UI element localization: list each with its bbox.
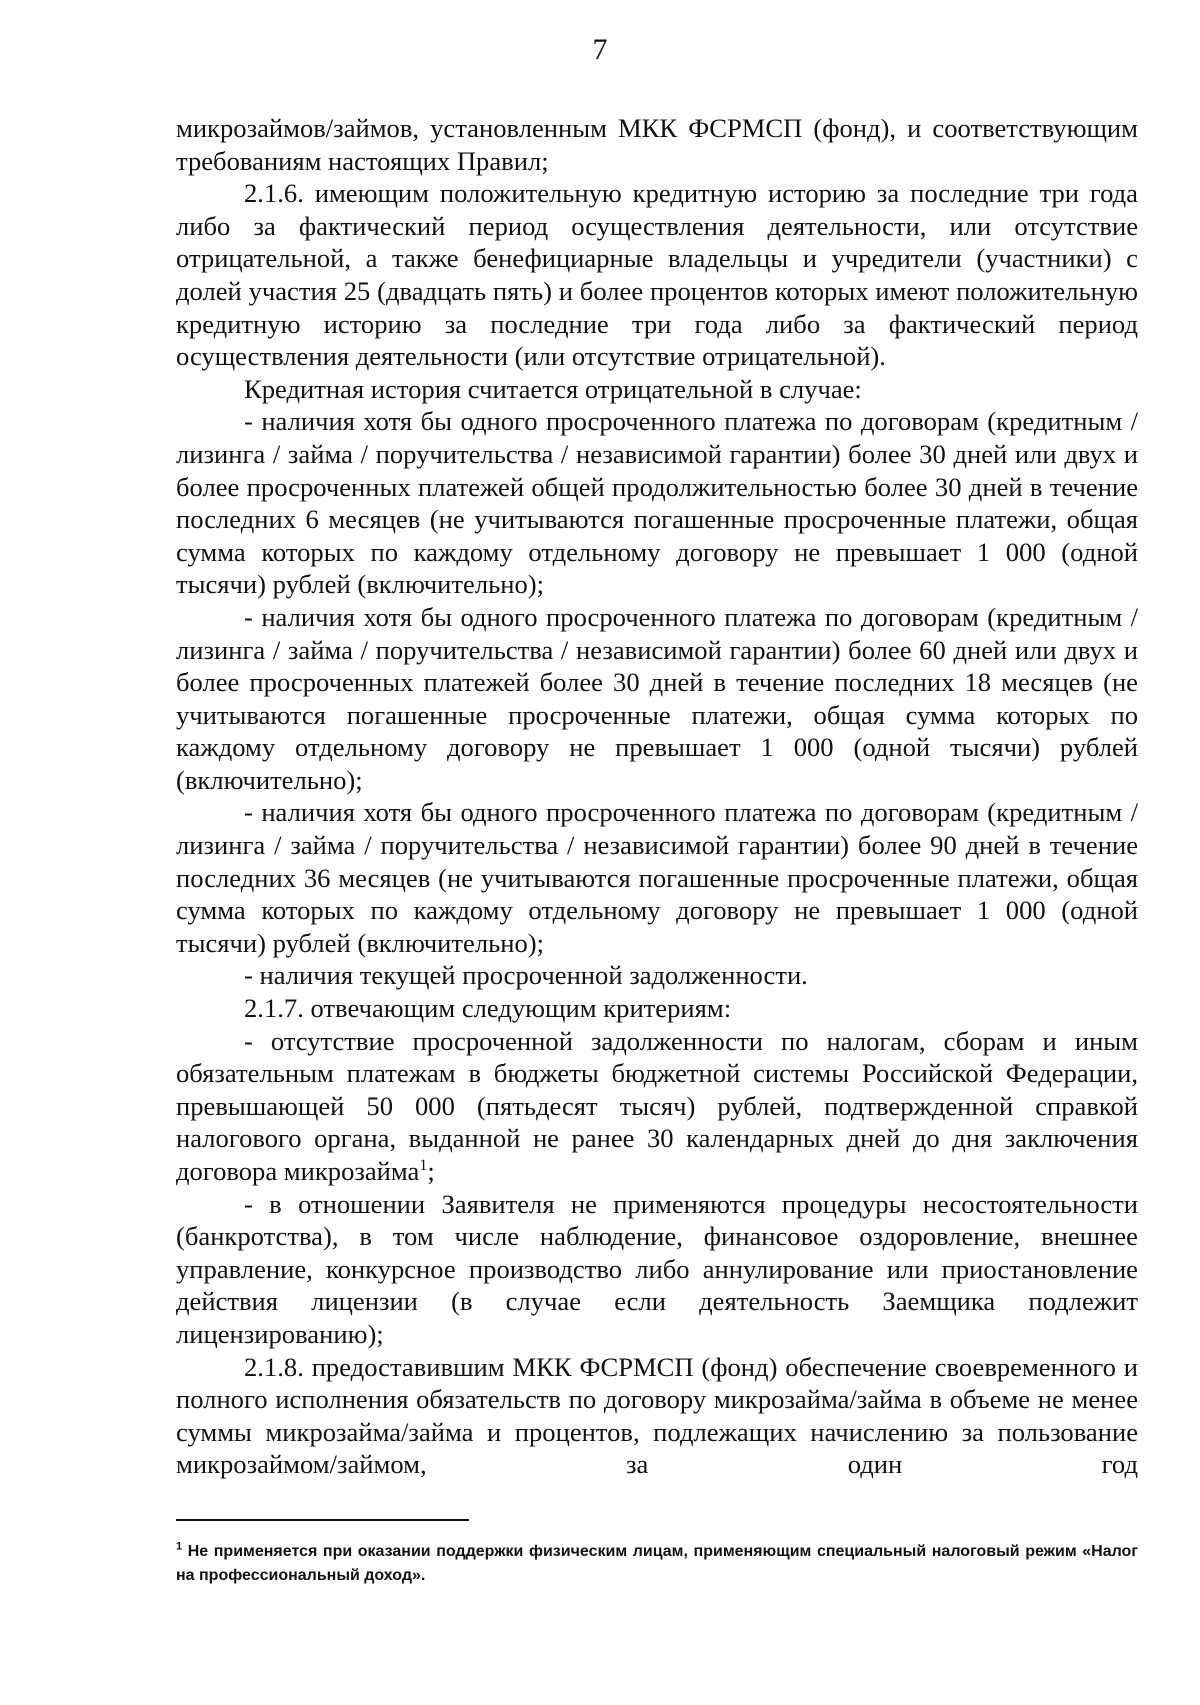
clause-2-1-6: 2.1.6. имеющим положительную кредитную историю за последние три года либо за фактический период осуществления деятельности, или отсутствие отрицательной, а также бенефициарные владельцы и учредители (участники) с долей участия 25 (двадцать пять) и более процентов которых имеют положительную кредитную историю за последние три года либо за фактический период осуществления деятельности (или отсутствие отрицательной). xyxy=(176,178,1138,372)
list-item-overdue-60: - наличия хотя бы одного просроченного платежа по договорам (кредитным / лизинга / займа / поручительства / независимой гарантии) более 60 дней или двух и более просроченных платежей более 30 дней в течение последних 18 месяцев (не учитываются погашенные просроченные платежи, общая сумма которых по каждому отдельному договору не превышает 1 000 (одной тысячи) рублей (включительно); xyxy=(176,601,1138,795)
list-item-tax-debt-text: - отсутствие просроченной задолженности по налогам, сборам и иным обязательным платежам в бюджеты бюджетной системы Российской Федерации, превышающей 50 000 (пятьдесят тысяч) рублей, подтвержденной справкой налогового органа, выданной не ранее 30 календарных дней до дня заключения договора микрозайма xyxy=(176,1025,1138,1186)
list-item-bankruptcy: - в отношении Заявителя не применяются процедуры несостоятельности (банкротства), в том числе наблюдение, финансовое оздоровление, внешнее управление, конкурсное производство либо аннулирование или приостановление действия лицензии (в случае если деятельность Заемщика подлежит лицензированию); xyxy=(176,1188,1138,1349)
list-item-current-debt: - наличия текущей просроченной задолженности. xyxy=(244,960,808,991)
footnote-reference-suffix: ; xyxy=(427,1156,435,1186)
list-item-tax-debt xyxy=(176,1025,1138,1188)
footnote-reference: 1 xyxy=(419,1157,428,1175)
paragraph-continuation: микрозаймов/займов, установленным МКК ФСРМСП (фонд), и соответствующим требованиям настоящих Правил; xyxy=(176,113,1138,176)
clause-2-1-7: 2.1.7. отвечающим следующим критериям: xyxy=(244,993,732,1024)
document-body xyxy=(176,112,1138,1481)
footnote-marker: 1 xyxy=(176,1540,183,1553)
footnote xyxy=(176,1540,1138,1588)
credit-history-definition: Кредитная история считается отрицательной в случае: xyxy=(244,373,862,404)
list-item-overdue-30: - наличия хотя бы одного просроченного платежа по договорам (кредитным / лизинга / займа / поручительства / независимой гарантии) более 30 дней или двух и более просроченных платежей общей продолжительностью более 30 дней в течение последних 6 месяцев (не учитываются погашенные просроченные платежи, общая сумма которых по каждому отдельному договору не превышает 1 000 (одной тысячи) рублей (включительно); xyxy=(176,406,1138,600)
clause-2-1-8: 2.1.8. предоставившим МКК ФСРМСП (фонд) обеспечение своевременного и полного исполнения обязательств по договору микрозайма/займа в объеме не менее суммы микрозайма/займа и процентов, подлежащих начислению за пользование микрозаймом/займом, за один год xyxy=(176,1351,1138,1480)
page-number: 7 xyxy=(592,33,608,66)
footnote-separator xyxy=(176,1519,469,1521)
footnote-text: Не применяется при оказании поддержки физическим лицам, применяющим специальный налоговый режим «Налог на профессиональный доход». xyxy=(176,1543,1138,1584)
list-item-overdue-90: - наличия хотя бы одного просроченного платежа по договорам (кредитным / лизинга / займа / поручительства / независимой гарантии) более 90 дней в течение последних 36 месяцев (не учитываются погашенные просроченные платежи, общая сумма которых по каждому отдельному договору не превышает 1 000 (одной тысячи) рублей (включительно); xyxy=(176,797,1138,958)
